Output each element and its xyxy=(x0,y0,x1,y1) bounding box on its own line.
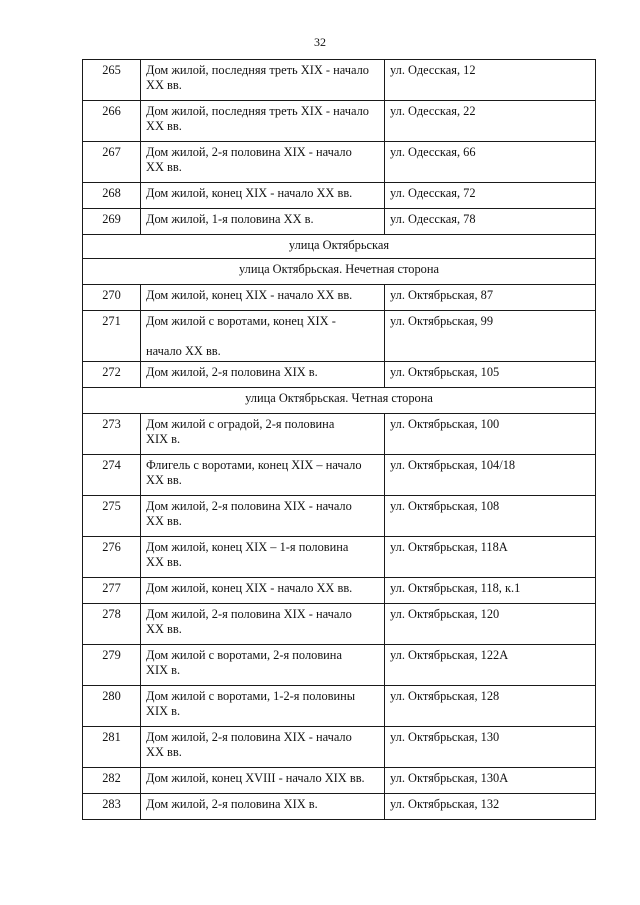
row-number: 274 xyxy=(83,455,141,496)
table-row xyxy=(83,686,596,727)
page-number: 32 xyxy=(314,35,326,49)
object-description: Дом жилой, конец XIX - начало XX вв. xyxy=(141,183,385,209)
object-description: Дом жилой, 2-я половина XIX - начало XX вв. xyxy=(141,142,385,183)
object-description: Дом жилой, конец XVIII - начало XIX вв. xyxy=(141,768,385,794)
object-address: ул. Октябрьская, 128 xyxy=(385,686,596,727)
table-row xyxy=(83,311,596,362)
section-header-row xyxy=(83,235,596,259)
row-number: 276 xyxy=(83,537,141,578)
section-title: улица Октябрьская. Нечетная сторона xyxy=(83,259,596,285)
section-header-row xyxy=(83,259,596,285)
table-row xyxy=(83,604,596,645)
row-number: 268 xyxy=(83,183,141,209)
table-row xyxy=(83,142,596,183)
table-row xyxy=(83,645,596,686)
object-address: ул. Октябрьская, 87 xyxy=(385,285,596,311)
row-number: 275 xyxy=(83,496,141,537)
object-address: ул. Одесская, 66 xyxy=(385,142,596,183)
object-address: ул. Октябрьская, 100 xyxy=(385,414,596,455)
section-title: улица Октябрьская. Четная сторона xyxy=(83,388,596,414)
table-row xyxy=(83,455,596,496)
object-description: Дом жилой с воротами, 2-я половина XIX в. xyxy=(141,645,385,686)
section-title: улица Октябрьская xyxy=(83,235,596,259)
row-number: 265 xyxy=(83,60,141,101)
row-number: 282 xyxy=(83,768,141,794)
row-number: 277 xyxy=(83,578,141,604)
row-number: 269 xyxy=(83,209,141,235)
object-description: Дом жилой, последняя треть XIX - начало XX вв. xyxy=(141,60,385,101)
object-description: Дом жилой, 2-я половина XIX в. xyxy=(141,794,385,820)
object-address: ул. Одесская, 22 xyxy=(385,101,596,142)
row-number: 283 xyxy=(83,794,141,820)
table-row xyxy=(83,285,596,311)
object-description: Флигель с воротами, конец XIX – начало XX вв. xyxy=(141,455,385,496)
object-address: ул. Октябрьская, 130 xyxy=(385,727,596,768)
object-address: ул. Октябрьская, 99 xyxy=(385,311,596,362)
row-number: 281 xyxy=(83,727,141,768)
row-number: 267 xyxy=(83,142,141,183)
object-address: ул. Октябрьская, 105 xyxy=(385,362,596,388)
row-number: 272 xyxy=(83,362,141,388)
object-address: ул. Одесская, 78 xyxy=(385,209,596,235)
object-address: ул. Октябрьская, 122А xyxy=(385,645,596,686)
object-description: Дом жилой, 2-я половина XIX - начало XX вв. xyxy=(141,727,385,768)
object-address: ул. Октябрьская, 118А xyxy=(385,537,596,578)
table-row xyxy=(83,578,596,604)
row-number: 271 xyxy=(83,311,141,362)
object-description: Дом жилой, конец XIX – 1-я половина XX вв. xyxy=(141,537,385,578)
object-address: ул. Октябрьская, 130А xyxy=(385,768,596,794)
section-header-row xyxy=(83,388,596,414)
table-row xyxy=(83,183,596,209)
object-description: Дом жилой, 1-я половина XX в. xyxy=(141,209,385,235)
row-number: 266 xyxy=(83,101,141,142)
table-row xyxy=(83,209,596,235)
registry-table-body xyxy=(83,60,596,820)
object-description: Дом жилой, 2-я половина XIX - начало XX вв. xyxy=(141,496,385,537)
object-address: ул. Октябрьская, 132 xyxy=(385,794,596,820)
table-row xyxy=(83,496,596,537)
table-row xyxy=(83,794,596,820)
row-number: 279 xyxy=(83,645,141,686)
object-description: Дом жилой с воротами, 1-2-я половины XIX в. xyxy=(141,686,385,727)
table-row xyxy=(83,537,596,578)
object-address: ул. Октябрьская, 104/18 xyxy=(385,455,596,496)
object-description: Дом жилой, конец XIX - начало XX вв. xyxy=(141,578,385,604)
table-row xyxy=(83,60,596,101)
object-address: ул. Одесская, 72 xyxy=(385,183,596,209)
heritage-registry-table xyxy=(82,59,596,820)
object-description: Дом жилой с оградой, 2-я половина XIX в. xyxy=(141,414,385,455)
object-description: Дом жилой, 2-я половина XIX - начало XX вв. xyxy=(141,604,385,645)
table-row xyxy=(83,362,596,388)
row-number: 270 xyxy=(83,285,141,311)
object-description: Дом жилой с воротами, конец XIX - начало XX вв. xyxy=(141,311,385,362)
table-row xyxy=(83,101,596,142)
object-description: Дом жилой, конец XIX - начало XX вв. xyxy=(141,285,385,311)
table-row xyxy=(83,414,596,455)
row-number: 280 xyxy=(83,686,141,727)
table-row xyxy=(83,768,596,794)
object-address: ул. Октябрьская, 108 xyxy=(385,496,596,537)
object-address: ул. Октябрьская, 120 xyxy=(385,604,596,645)
object-description: Дом жилой, 2-я половина XIX в. xyxy=(141,362,385,388)
object-address: ул. Одесская, 12 xyxy=(385,60,596,101)
object-address: ул. Октябрьская, 118, к.1 xyxy=(385,578,596,604)
row-number: 273 xyxy=(83,414,141,455)
row-number: 278 xyxy=(83,604,141,645)
table-row xyxy=(83,727,596,768)
object-description: Дом жилой, последняя треть XIX - начало XX вв. xyxy=(141,101,385,142)
